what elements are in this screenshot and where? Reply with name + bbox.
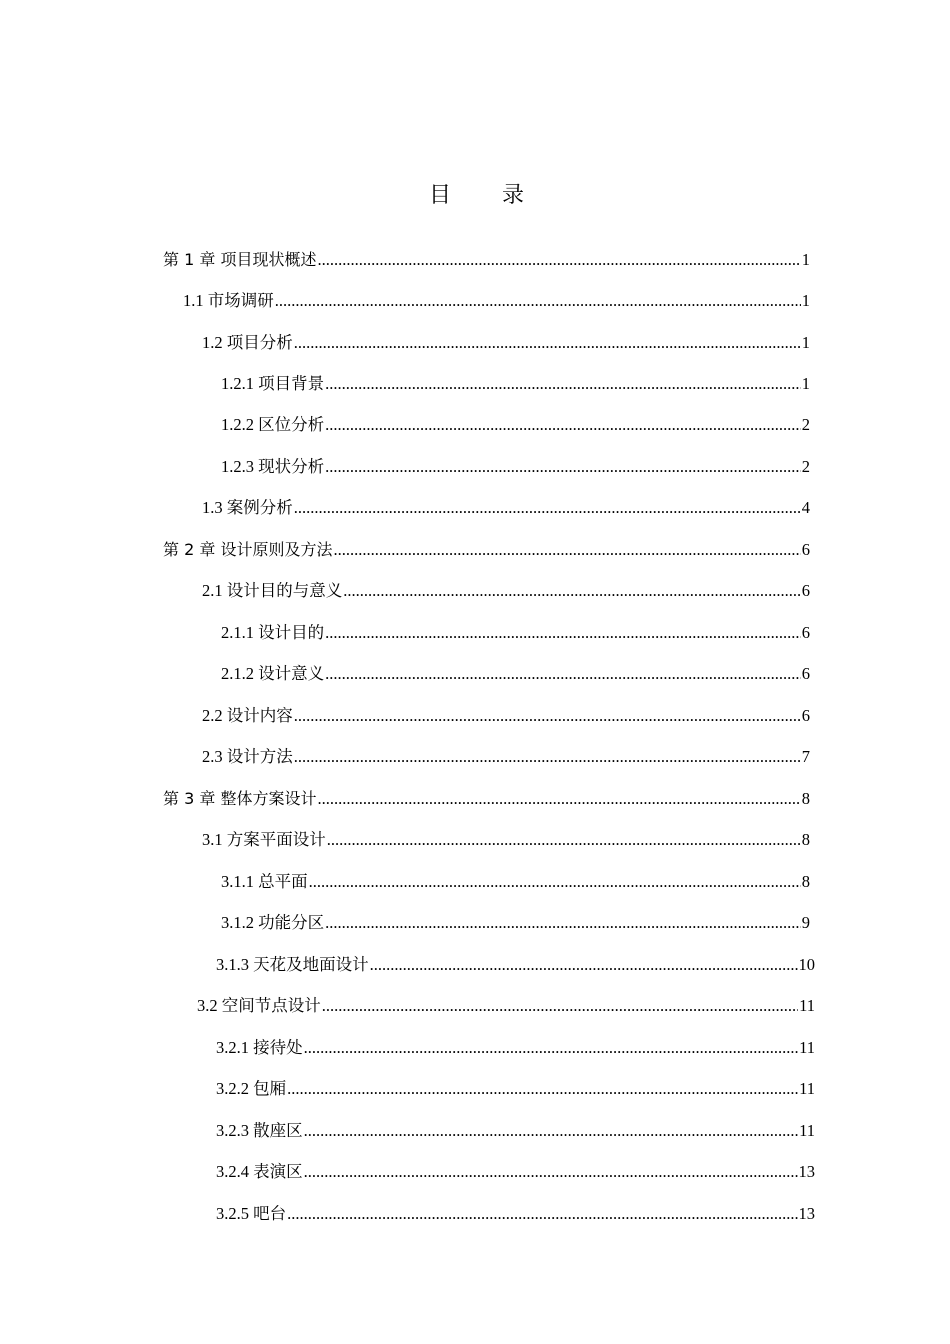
- toc-entry-text: 3.2.2 包厢: [216, 1079, 287, 1098]
- toc-entry-1-2-1[interactable]: [221, 373, 810, 395]
- toc-entry-3-1-2[interactable]: [221, 912, 810, 934]
- toc-entry-3-1-3[interactable]: [216, 954, 815, 976]
- toc-page-number: 13: [798, 1204, 815, 1223]
- toc-title: 目 录: [429, 183, 546, 208]
- toc-page-number: 11: [799, 1121, 815, 1140]
- toc-page-number: 1: [801, 374, 810, 393]
- toc-entry-text: 3.2 空间节点设计: [197, 996, 321, 1015]
- toc-entry-chapter-1[interactable]: [163, 249, 810, 271]
- leader-dots: [294, 746, 801, 768]
- toc-page-number: 8: [801, 789, 810, 808]
- toc-page-number: 7: [801, 747, 810, 766]
- toc-page-number: 6: [801, 581, 810, 600]
- toc-entry-text: 1.3 案例分析: [202, 498, 293, 517]
- toc-entry-3-2-4[interactable]: [216, 1161, 815, 1183]
- toc-page-number: 8: [801, 872, 810, 891]
- leader-dots: [325, 663, 801, 685]
- toc-page-number: 6: [801, 664, 810, 683]
- toc-entry-text: 3.2.3 散座区: [216, 1121, 303, 1140]
- toc-entry-2-1-2[interactable]: [221, 663, 810, 685]
- toc-page-number: 8: [801, 830, 810, 849]
- toc-entry-2-1-1[interactable]: [221, 622, 810, 644]
- toc-entry-text: 2.2 设计内容: [202, 706, 293, 725]
- toc-entry-2-1[interactable]: [202, 580, 810, 602]
- toc-entry-2-2[interactable]: [202, 705, 810, 727]
- leader-dots: [294, 497, 801, 519]
- toc-entry-1-2[interactable]: [202, 332, 810, 354]
- toc-entry-text: 3.1 方案平面设计: [202, 830, 326, 849]
- toc-entry-1-2-3[interactable]: [221, 456, 810, 478]
- toc-entry-text: 1.2.2 区位分析: [221, 415, 325, 434]
- leader-dots: [275, 290, 801, 312]
- toc-entry-text: 第 3 章 整体方案设计: [163, 789, 317, 808]
- leader-dots: [304, 1037, 798, 1059]
- toc-entry-2-3[interactable]: [202, 746, 810, 768]
- toc-entry-3-2[interactable]: [197, 995, 815, 1017]
- toc-entry-3-2-5[interactable]: [216, 1203, 815, 1225]
- toc-page-number: 10: [798, 955, 815, 974]
- toc-entry-chapter-3[interactable]: [163, 788, 810, 810]
- leader-dots: [325, 414, 801, 436]
- toc-page-number: 6: [801, 706, 810, 725]
- toc-entry-text: 3.2.4 表演区: [216, 1162, 303, 1181]
- leader-dots: [317, 788, 800, 810]
- leader-dots: [304, 1120, 798, 1142]
- leader-dots: [294, 332, 801, 354]
- toc-page-number: 11: [799, 996, 815, 1015]
- toc-entry-text: 3.1.2 功能分区: [221, 913, 325, 932]
- toc-entry-text: 3.1.1 总平面: [221, 872, 308, 891]
- leader-dots: [343, 580, 801, 602]
- toc-entry-1-3[interactable]: [202, 497, 810, 519]
- toc-page-number: 11: [799, 1038, 815, 1057]
- toc-entry-text: 2.1.1 设计目的: [221, 623, 325, 642]
- toc-page-number: 11: [799, 1079, 815, 1098]
- toc-entry-3-1[interactable]: [202, 829, 810, 851]
- toc-entry-text: 3.2.1 接待处: [216, 1038, 303, 1057]
- toc-entry-text: 2.1 设计目的与意义: [202, 581, 343, 600]
- leader-dots: [325, 622, 801, 644]
- leader-dots: [287, 1203, 797, 1225]
- leader-dots: [325, 912, 801, 934]
- toc-entry-3-2-1[interactable]: [216, 1037, 815, 1059]
- toc-page-number: 4: [801, 498, 810, 517]
- toc-page-number: 1: [801, 291, 810, 310]
- toc-entry-text: 第 1 章 项目现状概述: [163, 250, 317, 269]
- leader-dots: [287, 1078, 798, 1100]
- leader-dots: [327, 829, 801, 851]
- toc-entry-1-1[interactable]: [183, 290, 810, 312]
- toc-entry-text: 1.2.1 项目背景: [221, 374, 325, 393]
- leader-dots: [333, 539, 800, 561]
- toc-entry-3-2-3[interactable]: [216, 1120, 815, 1142]
- toc-entry-text: 3.2.5 吧台: [216, 1204, 287, 1223]
- toc-page-number: 6: [801, 623, 810, 642]
- toc-entry-text: 3.1.3 天花及地面设计: [216, 955, 369, 974]
- toc-entry-3-2-2[interactable]: [216, 1078, 815, 1100]
- toc-entry-text: 2.1.2 设计意义: [221, 664, 325, 683]
- toc-entry-text: 1.1 市场调研: [183, 291, 274, 310]
- toc-page-number: 1: [801, 333, 810, 352]
- toc-entry-text: 2.3 设计方法: [202, 747, 293, 766]
- leader-dots: [317, 249, 800, 271]
- toc-page-number: 13: [798, 1162, 815, 1181]
- toc-entry-3-1-1[interactable]: [221, 871, 810, 893]
- toc-entry-text: 1.2.3 现状分析: [221, 457, 325, 476]
- toc-page-number: 6: [801, 540, 810, 559]
- toc-page-number: 2: [801, 415, 810, 434]
- toc-page-number: 9: [801, 913, 810, 932]
- leader-dots: [309, 871, 801, 893]
- leader-dots: [325, 456, 801, 478]
- leader-dots: [294, 705, 801, 727]
- leader-dots: [304, 1161, 798, 1183]
- toc-entry-text: 第 2 章 设计原则及方法: [163, 540, 333, 559]
- leader-dots: [325, 373, 801, 395]
- toc-page-number: 1: [801, 250, 810, 269]
- leader-dots: [370, 954, 798, 976]
- leader-dots: [322, 995, 798, 1017]
- toc-entry-chapter-2[interactable]: [163, 539, 810, 561]
- toc-entry-text: 1.2 项目分析: [202, 333, 293, 352]
- toc-page-number: 2: [801, 457, 810, 476]
- toc-entry-1-2-2[interactable]: [221, 414, 810, 436]
